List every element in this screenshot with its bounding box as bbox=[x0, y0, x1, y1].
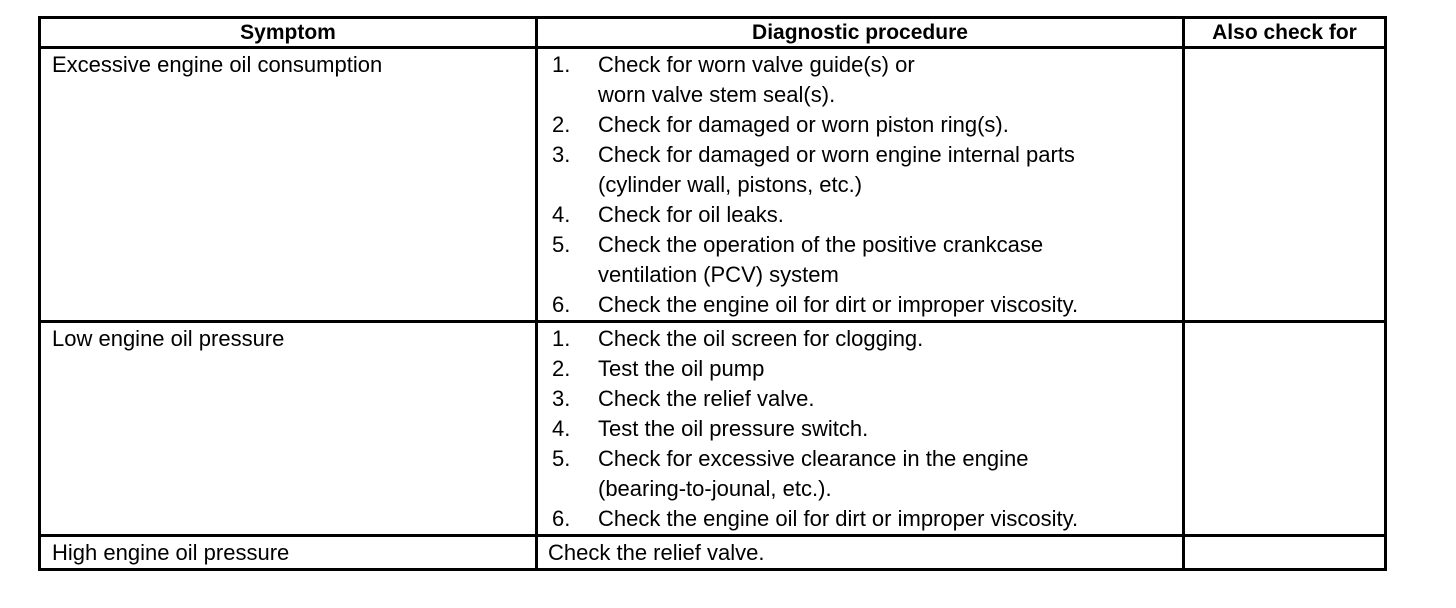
step-text: Check the oil screen for clogging. bbox=[598, 326, 924, 351]
procedure-cell bbox=[537, 536, 1184, 570]
symptom-text: Low engine oil pressure bbox=[52, 326, 285, 351]
list-item bbox=[538, 110, 1182, 140]
header-diagnostic-procedure: Diagnostic procedure bbox=[537, 18, 1184, 48]
table-row bbox=[40, 48, 1386, 322]
diagnostic-table bbox=[38, 16, 1387, 571]
procedure-text: Check the relief valve. bbox=[548, 540, 765, 565]
header-symptom: Symptom bbox=[40, 18, 537, 48]
header-row bbox=[40, 18, 1386, 48]
step-number: 6. bbox=[552, 506, 571, 531]
step-text: Check for excessive clearance in the engine (bearing-to-jounal, etc.). bbox=[598, 446, 1029, 501]
step-number: 6. bbox=[552, 292, 571, 317]
step-number: 2. bbox=[552, 356, 571, 381]
list-item bbox=[538, 324, 1182, 354]
step-number: 4. bbox=[552, 202, 571, 227]
diagnostic-table-container bbox=[38, 16, 1384, 571]
step-text: Check the relief valve. bbox=[598, 386, 815, 411]
step-number: 5. bbox=[552, 232, 571, 257]
step-text: Check the operation of the positive crankcase ventilation (PCV) system bbox=[598, 232, 1044, 287]
symptom-cell bbox=[40, 48, 537, 322]
symptom-cell bbox=[40, 322, 537, 536]
list-item bbox=[538, 444, 1182, 504]
step-text: Check for damaged or worn engine internal parts (cylinder wall, pistons, etc.) bbox=[598, 142, 1075, 197]
procedure-list bbox=[538, 49, 1182, 320]
procedure-list bbox=[538, 323, 1182, 534]
procedure-cell bbox=[537, 48, 1184, 322]
step-text: Check for worn valve guide(s) or worn valve stem seal(s). bbox=[598, 52, 915, 107]
list-item bbox=[538, 290, 1182, 320]
list-item bbox=[538, 384, 1182, 414]
step-number: 4. bbox=[552, 416, 571, 441]
step-number: 3. bbox=[552, 142, 571, 167]
symptom-text: High engine oil pressure bbox=[52, 540, 290, 565]
list-item bbox=[538, 200, 1182, 230]
also-check-cell bbox=[1184, 536, 1386, 570]
list-item bbox=[538, 140, 1182, 200]
table-row bbox=[40, 536, 1386, 570]
step-text: Check the engine oil for dirt or improper viscosity. bbox=[598, 506, 1079, 531]
step-number: 2. bbox=[552, 112, 571, 137]
list-item bbox=[538, 504, 1182, 534]
also-check-cell bbox=[1184, 322, 1386, 536]
step-text: Test the oil pressure switch. bbox=[598, 416, 869, 441]
step-text: Check for damaged or worn piston ring(s). bbox=[598, 112, 1009, 137]
step-number: 5. bbox=[552, 446, 571, 471]
list-item bbox=[538, 50, 1182, 110]
procedure-cell bbox=[537, 322, 1184, 536]
step-text: Check for oil leaks. bbox=[598, 202, 784, 227]
symptom-cell bbox=[40, 536, 537, 570]
list-item bbox=[538, 414, 1182, 444]
symptom-text: Excessive engine oil consumption bbox=[52, 52, 383, 77]
step-text: Check the engine oil for dirt or improper viscosity. bbox=[598, 292, 1079, 317]
step-number: 1. bbox=[552, 326, 571, 351]
also-check-cell bbox=[1184, 48, 1386, 322]
step-text: Test the oil pump bbox=[598, 356, 765, 381]
step-number: 1. bbox=[552, 52, 571, 77]
step-number: 3. bbox=[552, 386, 571, 411]
list-item bbox=[538, 354, 1182, 384]
list-item bbox=[538, 230, 1182, 290]
header-also-check-for: Also check for bbox=[1184, 18, 1386, 48]
table-row bbox=[40, 322, 1386, 536]
